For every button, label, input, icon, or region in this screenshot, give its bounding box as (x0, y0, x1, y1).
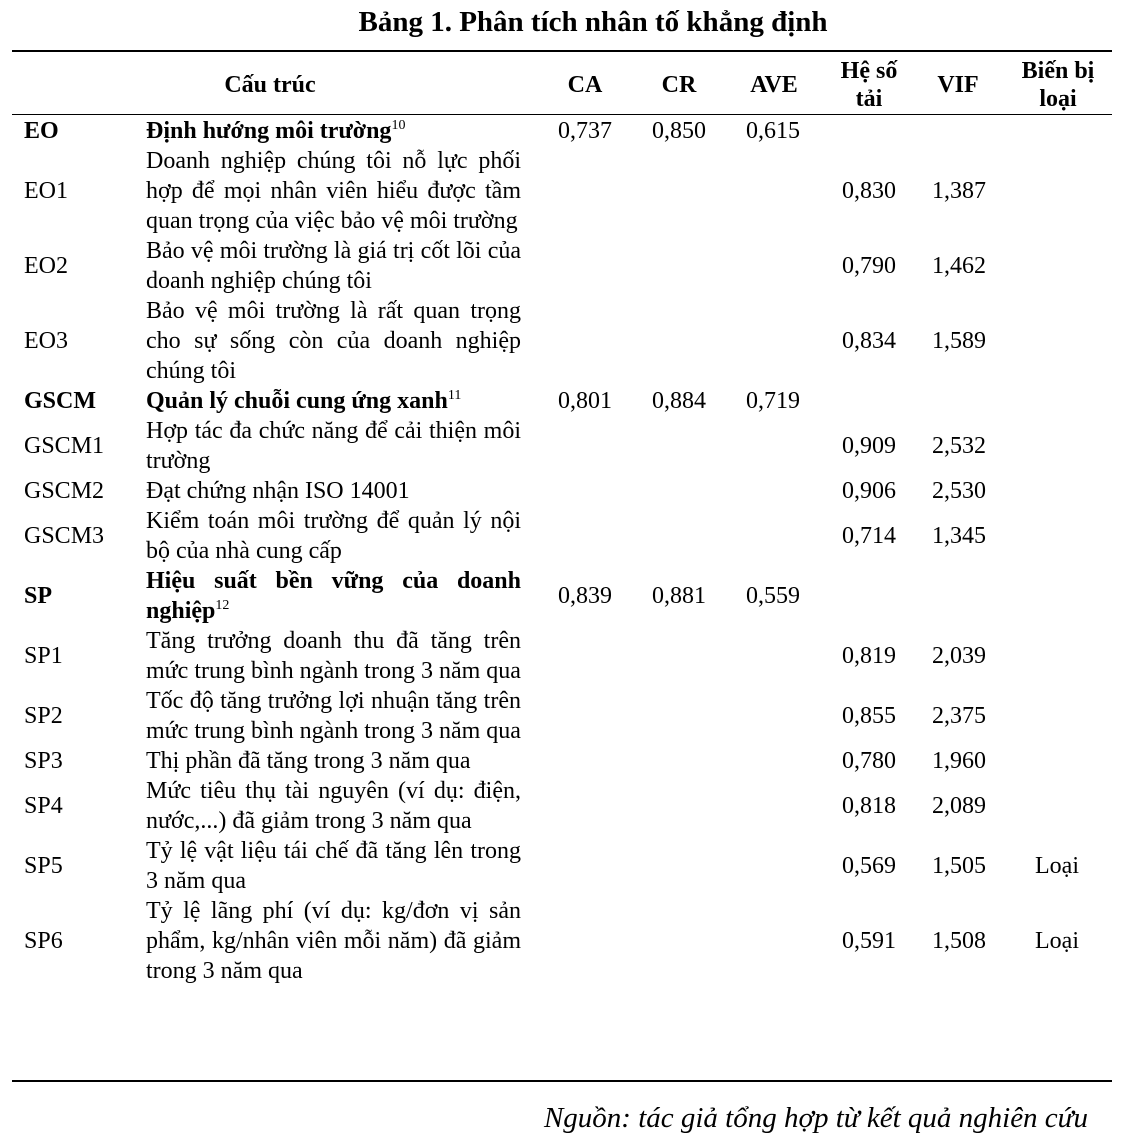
ave-value: 0,559 (746, 583, 800, 609)
row-description-text: Hiệu suất bền vững của doanh nghiệp (146, 568, 521, 624)
row-description-text: Kiểm toán môi trường để quản lý nội bộ của nhà cung cấp (146, 508, 521, 564)
item-row (0, 896, 1130, 986)
row-description (146, 296, 521, 386)
vif-value: 1,345 (932, 523, 986, 549)
row-description-text: Tốc độ tăng trưởng lợi nhuận tăng trên mức trung bình ngành trong 3 năm qua (146, 688, 521, 744)
row-description-text: Tỷ lệ lãng phí (ví dụ: kg/đơn vị sản phẩm, kg/nhân viên mỗi năm) đã giảm trong 3 năm qua (146, 898, 521, 984)
row-description (146, 476, 521, 506)
item-row (0, 776, 1130, 836)
header-ca: CA (567, 72, 603, 98)
table-body (0, 116, 1130, 986)
loading-value: 0,714 (842, 523, 896, 549)
item-row (0, 416, 1130, 476)
header-cr: CR (661, 72, 697, 98)
vif-value: 1,589 (932, 328, 986, 354)
row-description (146, 626, 521, 686)
vif-value: 2,530 (932, 478, 986, 504)
item-row (0, 296, 1130, 386)
row-description (146, 836, 521, 896)
row-description (146, 416, 521, 476)
item-row (0, 476, 1130, 506)
loading-value: 0,906 (842, 478, 896, 504)
header-rule (12, 114, 1112, 115)
construct-row (0, 566, 1130, 626)
row-description-text: Tăng trưởng doanh thu đã tăng trên mức trung bình ngành trong 3 năm qua (146, 628, 521, 684)
item-row (0, 836, 1130, 896)
row-code: GSCM2 (24, 478, 105, 504)
row-description-text: Tỷ lệ vật liệu tái chế đã tăng lên trong 3 năm qua (146, 838, 521, 894)
header-loading-line2: tải (855, 86, 883, 112)
row-code: SP3 (24, 748, 63, 774)
cr-value: 0,881 (652, 583, 706, 609)
footnote-ref: 12 (215, 598, 230, 613)
cr-value: 0,884 (652, 388, 706, 414)
header-structure: Cấu trúc (224, 72, 316, 98)
removed-value: Loại (1035, 928, 1079, 954)
loading-value: 0,569 (842, 853, 896, 879)
row-description-text: Doanh nghiệp chúng tôi nỗ lực phối hợp để mọi nhân viên hiểu được tầm quan trọng của việc bảo vệ môi trường (146, 148, 521, 234)
cr-value: 0,850 (652, 118, 706, 144)
row-description (146, 236, 521, 296)
header-removed-line2: loại (1039, 86, 1077, 112)
vif-value: 2,039 (932, 643, 986, 669)
row-description-text: Quản lý chuỗi cung ứng xanh (146, 388, 448, 414)
ca-value: 0,801 (558, 388, 612, 414)
row-description (146, 116, 521, 146)
construct-row (0, 116, 1130, 146)
vif-value: 1,462 (932, 253, 986, 279)
table-title: Bảng 1. Phân tích nhân tố khẳng định (358, 6, 828, 38)
item-row (0, 686, 1130, 746)
header-vif: VIF (937, 72, 979, 98)
row-description (146, 506, 521, 566)
ave-value: 0,615 (746, 118, 800, 144)
header-ave: AVE (750, 72, 798, 98)
ca-value: 0,737 (558, 118, 612, 144)
row-description-text: Bảo vệ môi trường là rất quan trọng cho sự sống còn của doanh nghiệp chúng tôi (146, 298, 521, 384)
row-description (146, 386, 521, 416)
row-description (146, 776, 521, 836)
loading-value: 0,790 (842, 253, 896, 279)
loading-value: 0,591 (842, 928, 896, 954)
ca-value: 0,839 (558, 583, 612, 609)
item-row (0, 146, 1130, 236)
vif-value: 1,387 (932, 178, 986, 204)
removed-value: Loại (1035, 853, 1079, 879)
row-description (146, 146, 521, 236)
row-description (146, 686, 521, 746)
row-description (146, 896, 521, 986)
construct-row (0, 386, 1130, 416)
item-row (0, 626, 1130, 686)
loading-value: 0,855 (842, 703, 896, 729)
row-description-text: Thị phần đã tăng trong 3 năm qua (146, 748, 471, 774)
header-loading (826, 56, 912, 114)
bottom-rule (12, 1080, 1112, 1082)
source-note: Nguồn: tác giả tổng hợp từ kết quả nghiên cứu (543, 1102, 1088, 1134)
header-loading-line1: Hệ số (840, 58, 898, 84)
header-removed-line1: Biến bị (1021, 58, 1095, 84)
row-code: SP1 (24, 643, 63, 669)
row-code: EO1 (24, 178, 68, 204)
row-code: GSCM3 (24, 523, 105, 549)
loading-value: 0,909 (842, 433, 896, 459)
row-description (146, 746, 521, 776)
top-rule (12, 50, 1112, 52)
footnote-ref: 10 (391, 118, 406, 133)
row-code: GSCM1 (24, 433, 105, 459)
vif-value: 1,505 (932, 853, 986, 879)
item-row (0, 506, 1130, 566)
header-removed (1008, 56, 1108, 114)
row-code: GSCM (24, 388, 96, 414)
loading-value: 0,830 (842, 178, 896, 204)
vif-value: 2,089 (932, 793, 986, 819)
row-description-text: Đạt chứng nhận ISO 14001 (146, 478, 410, 504)
loading-value: 0,780 (842, 748, 896, 774)
row-code: SP2 (24, 703, 63, 729)
vif-value: 1,960 (932, 748, 986, 774)
row-code: EO3 (24, 328, 68, 354)
row-description-text: Mức tiêu thụ tài nguyên (ví dụ: điện, nước,...) đã giảm trong 3 năm qua (146, 778, 521, 834)
row-code: SP5 (24, 853, 63, 879)
row-code: SP4 (24, 793, 63, 819)
footnote-ref: 11 (447, 388, 462, 403)
vif-value: 2,532 (932, 433, 986, 459)
loading-value: 0,819 (842, 643, 896, 669)
row-description (146, 566, 521, 626)
row-code: SP (24, 583, 53, 609)
ave-value: 0,719 (746, 388, 800, 414)
item-row (0, 236, 1130, 296)
row-description-text: Định hướng môi trường (146, 118, 392, 144)
row-code: SP6 (24, 928, 63, 954)
row-description-text: Hợp tác đa chức năng để cải thiện môi trường (146, 418, 521, 474)
vif-value: 2,375 (932, 703, 986, 729)
item-row (0, 746, 1130, 776)
row-code: EO (24, 118, 59, 144)
row-description-text: Bảo vệ môi trường là giá trị cốt lõi của doanh nghiệp chúng tôi (146, 238, 521, 294)
vif-value: 1,508 (932, 928, 986, 954)
loading-value: 0,834 (842, 328, 896, 354)
loading-value: 0,818 (842, 793, 896, 819)
row-code: EO2 (24, 253, 68, 279)
